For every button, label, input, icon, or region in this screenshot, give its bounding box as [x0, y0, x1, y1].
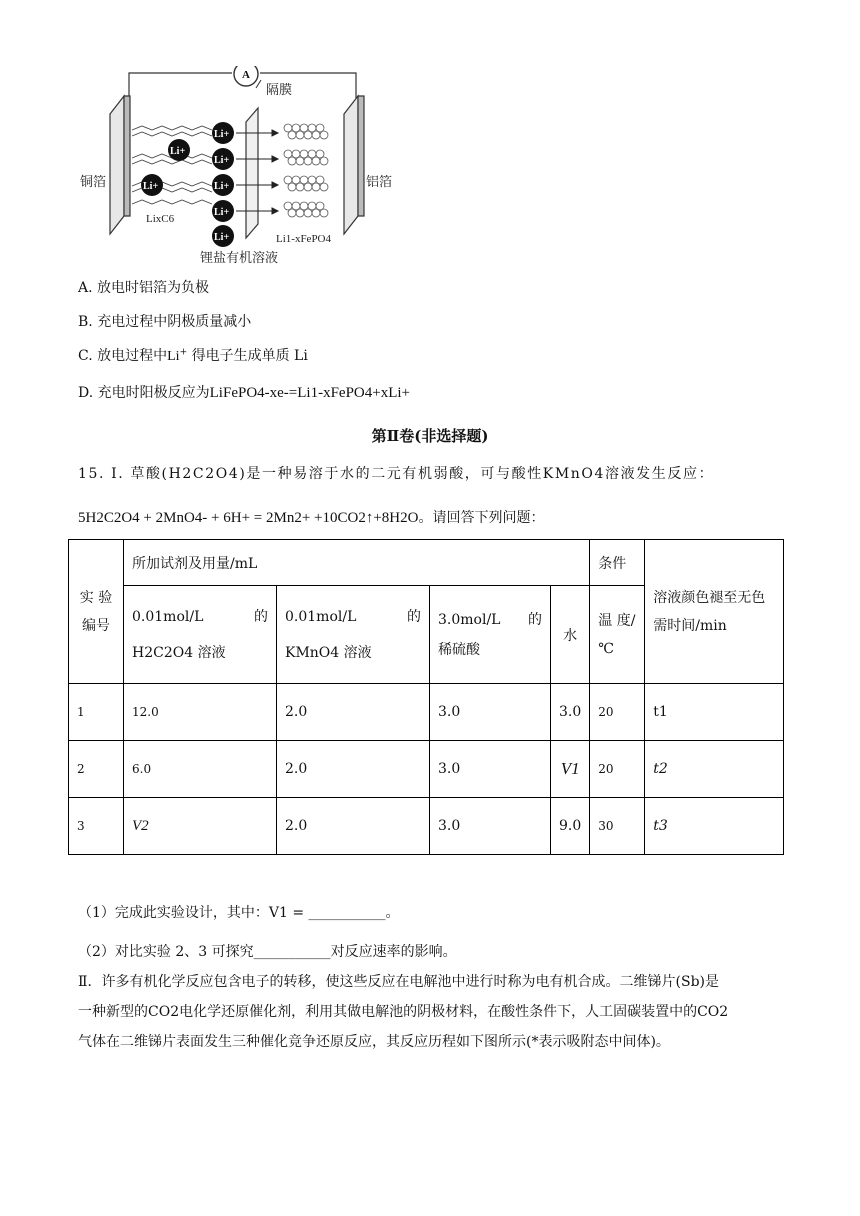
h2c2o4-conc: 0.01mol/L — [132, 608, 204, 625]
aluminum-foil-plate — [344, 96, 364, 234]
cell-kmno4: 2.0 — [277, 684, 430, 741]
header-reagents: 所加试剂及用量/mL — [124, 540, 590, 586]
acid-conc: 3.0mol/L — [438, 611, 501, 628]
cell-temp: 30 — [590, 798, 645, 855]
cell-temp: 20 — [590, 741, 645, 798]
acid-name: 稀硫酸 — [438, 641, 480, 658]
li-ion-label: Li+ — [214, 155, 230, 166]
option-b: B. 充电过程中阴极质量减小 — [78, 314, 252, 330]
li-ion-label: Li+ — [214, 181, 230, 192]
kmno4-name: KMnO4 溶液 — [285, 644, 372, 661]
table-row — [69, 798, 784, 855]
h2c2o4-name: H2C2O4 溶液 — [132, 644, 226, 661]
separator-label: 隔膜 — [266, 83, 293, 98]
part2-line: 一种新型的CO2电化学还原催化剂，利用其做电解池的阴极材料，在酸性条件下，人工固碳装置中的CO2 — [78, 1004, 729, 1020]
q15-intro: 15. Ⅰ. 草酸(H2C2O4)是一种易溶于水的二元有机弱酸，可与酸性KMnO4溶液发生反应： — [78, 466, 715, 482]
option-a: A. 放电时铝箔为负极 — [78, 280, 210, 296]
sub-question-2: （2）对比实验 2、3 可探究___________对反应速率的影响。 — [78, 944, 457, 960]
header-temp: 温 度/℃ — [590, 586, 645, 684]
option-c-ion: Li — [167, 349, 180, 364]
cell-temp: 20 — [590, 684, 645, 741]
cell-water: 9.0 — [551, 798, 590, 855]
sub-question-1: （1）完成此实验设计，其中：V1 = ___________。 — [78, 905, 400, 921]
cell-h2c2o4: V2 — [124, 798, 277, 855]
separator-membrane — [246, 108, 258, 238]
aluminum-foil-label: 铝箔 — [366, 175, 393, 190]
anode-label: LixC6 — [146, 213, 175, 225]
ammeter-label: A — [242, 69, 250, 81]
option-d-equation: LiFePO4-xe-=Li1-xFePO4+xLi+ — [209, 385, 411, 401]
li-ion-label: Li+ — [170, 146, 186, 157]
option-c-prefix: C. 放电过程中 — [78, 348, 168, 364]
header-acid — [430, 586, 551, 684]
cell-h2c2o4: 12.0 — [124, 684, 277, 741]
header-kmno4 — [277, 586, 430, 684]
cell-time: t2 — [645, 741, 784, 798]
cell-no: 2 — [69, 741, 124, 798]
cell-time: t1 — [645, 684, 784, 741]
cell-acid: 3.0 — [430, 741, 551, 798]
cell-water: V1 — [551, 741, 590, 798]
part2-line: Ⅱ．许多有机化学反应包含电子的转移，使这些反应在电解池中进行时称为电有机合成。二维锑片(Sb)是 — [78, 974, 719, 990]
header-conditions: 条件 — [590, 540, 645, 586]
part2-paragraph — [78, 967, 798, 1057]
table-row — [69, 684, 784, 741]
cell-time: t3 — [645, 798, 784, 855]
header-water: 水 — [551, 586, 590, 684]
section-title: 第Ⅱ卷(非选择题) — [371, 427, 489, 445]
option-c-suffix: 得电子生成单质 Li — [187, 348, 308, 364]
option-c: C. 放电过程中Li+ 得电子生成单质 Li — [78, 347, 308, 364]
cell-kmno4: 2.0 — [277, 741, 430, 798]
part2-line: 气体在二维锑片表面发生三种催化竞争还原反应，其反应历程如下图所示(*表示吸附态中间体)。 — [78, 1034, 670, 1050]
q15-prompt: 。请回答下列问题： — [418, 510, 545, 526]
cell-acid: 3.0 — [430, 798, 551, 855]
experiment-table — [68, 539, 784, 855]
q15-equation: 5H2C2O4 + 2MnO4- + 6H+ = 2Mn2+ +10CO2↑+8H2O — [78, 510, 419, 526]
copper-foil-label: 铜箔 — [80, 175, 107, 190]
li-ion-label: Li+ — [214, 207, 230, 218]
q15-equation-line — [78, 507, 544, 527]
cell-no: 1 — [69, 684, 124, 741]
kmno4-de: 的 — [407, 608, 421, 625]
cell-water: 3.0 — [551, 684, 590, 741]
option-d-prefix: D. 充电时阳极反应为 — [78, 385, 210, 401]
li-ion-label: Li+ — [143, 181, 159, 192]
battery-diagram — [76, 66, 416, 270]
cell-h2c2o4: 6.0 — [124, 741, 277, 798]
header-exp-no: 实 验 编号 — [69, 540, 124, 684]
h2c2o4-de: 的 — [254, 608, 268, 625]
cell-no: 3 — [69, 798, 124, 855]
table-row — [69, 741, 784, 798]
acid-de: 的 — [528, 611, 542, 628]
cell-kmno4: 2.0 — [277, 798, 430, 855]
header-h2c2o4 — [124, 586, 277, 684]
kmno4-conc: 0.01mol/L — [285, 608, 357, 625]
li-ion-label: Li+ — [214, 129, 230, 140]
fepo4-lattice — [284, 124, 328, 217]
option-d — [78, 382, 410, 402]
li-ion-label: Li+ — [214, 232, 230, 243]
electrolyte-label: 锂盐有机溶液 — [200, 251, 279, 266]
header-time: 溶液颜色褪至无色需时间/min — [645, 540, 784, 684]
cell-acid: 3.0 — [430, 684, 551, 741]
cathode-label: Li1-xFePO4 — [276, 233, 331, 245]
copper-foil-plate — [110, 96, 130, 234]
